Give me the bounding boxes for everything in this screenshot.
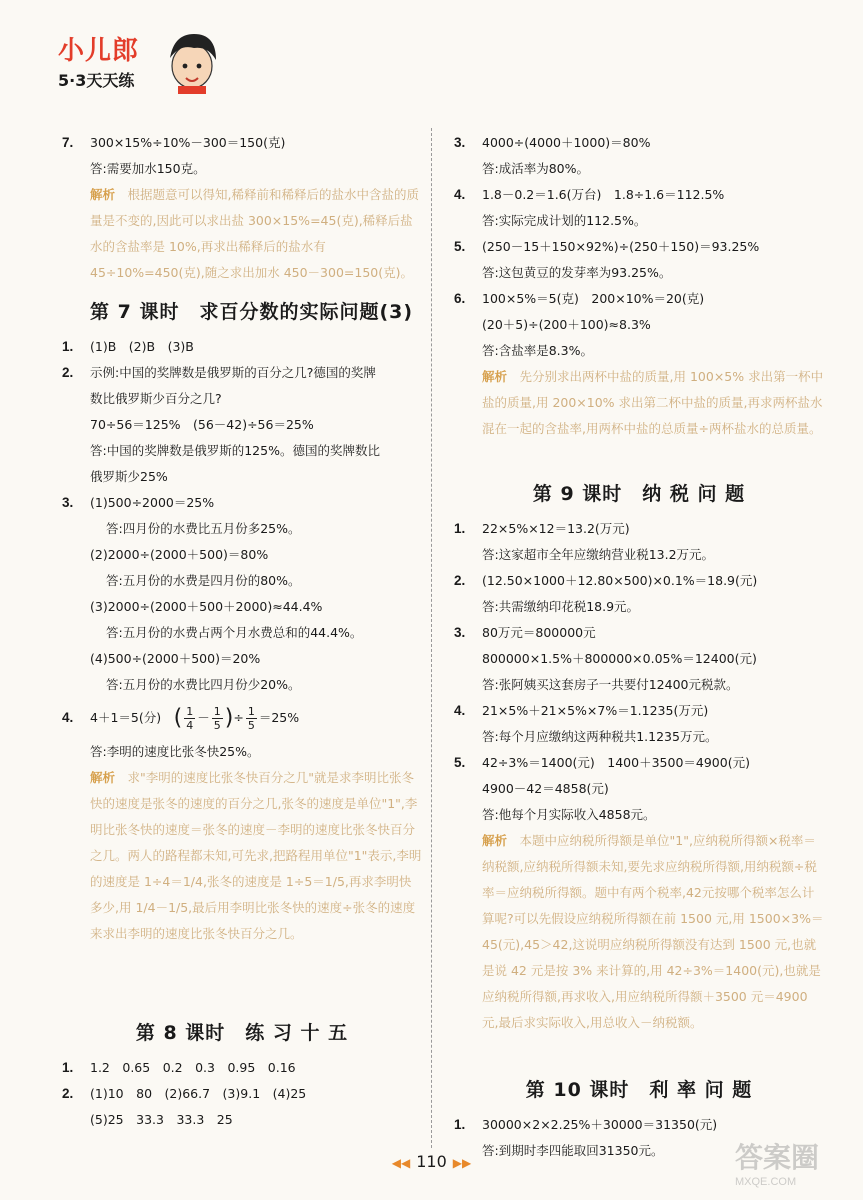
equation: 4900－42＝4858(元)	[482, 781, 609, 796]
item-number: 4.	[62, 710, 74, 725]
answer-text: 答:实际完成计划的112.5%。	[482, 213, 647, 228]
answer-text: 答:李明的速度比张冬快25%。	[90, 743, 260, 759]
exercise-1	[62, 1055, 422, 1081]
equation: (20＋5)÷(200＋100)≈8.3%	[482, 317, 651, 332]
section-title-lesson-9: 第 9 课时 纳 税 问 题	[532, 483, 746, 505]
denominator: 5	[247, 719, 255, 732]
answer-text: 答:到期时李四能取回31350元。	[482, 1143, 664, 1158]
item-number: 4.	[454, 187, 466, 202]
mascot-boy-icon	[164, 28, 220, 94]
answer-7	[62, 130, 422, 156]
item-number: 3.	[62, 495, 74, 510]
answer-text: 答:张阿姨买这套房子一共要付12400元税款。	[482, 677, 739, 692]
equation: (250－15＋150×92%)÷(250＋150)＝93.25%	[482, 239, 760, 254]
equation: 21×5%＋21×5%×7%＝1.1235(万元)	[482, 703, 709, 718]
section-title-lesson-10: 第 10 课时 利 率 问 题	[525, 1079, 753, 1101]
item-number: 4.	[454, 703, 466, 718]
analysis-note	[62, 765, 422, 1005]
answer-text: 答:需要加水150克。	[90, 161, 206, 176]
paren-close: )	[224, 705, 234, 731]
equation: 42÷3%＝1400(元) 1400＋3500＝4900(元)	[482, 755, 750, 770]
analysis-tag: 解析	[482, 833, 508, 848]
analysis-text: 本题中应纳税所得额是单位"1",应纳税所得额×税率＝纳税额,应纳税所得额未知,要先求应纳税所得额,用纳税额÷税率＝应纳税所得额。题中有两个税率,42元按哪个税率怎么计算呢?可以先假设应纳税所得额在前 1500 元,用 1500×3%＝45(元),45＞42,这说明应纳税所得额没有达到 1500 元,也就是说 42 元是按 3% 来计算的,用 42÷3%＝1400(元),也就是应纳税所得额,再求收入,用应纳税所得额＋3500 元＝4900 元,最后求实际收入,用总收入－纳税额。	[482, 833, 824, 1030]
answer-text: 答:共需缴纳印花税18.9元。	[482, 599, 640, 614]
equation: 70÷56＝125% (56－42)÷56＝25%	[90, 417, 314, 432]
answer-text: 答:含盐率是8.3%。	[482, 343, 593, 358]
item-number: 1.	[454, 521, 466, 536]
section-title-lesson-7: 第 7 课时 求百分数的实际问题(3)	[90, 301, 414, 323]
equation: (2)2000÷(2000＋500)＝80%	[90, 547, 269, 562]
answer-text: 答:四月份的水费比五月份多25%。	[106, 521, 301, 536]
equation: 4＋1＝5(分)	[90, 710, 162, 725]
equation: ＝25%	[258, 710, 300, 725]
logo-subtitle: 5·3天天练	[58, 71, 135, 90]
item-number: 2.	[62, 1085, 74, 1101]
item-number: 3.	[454, 625, 466, 640]
interest-1	[454, 1112, 824, 1138]
equation: 300×15%÷10%－300＝150(克)	[90, 135, 286, 150]
answer-text: 答:五月份的水费是四月份的80%。	[106, 573, 301, 588]
answer-5	[454, 234, 824, 260]
paren-open: (	[173, 705, 183, 731]
equation: (12.50×1000＋12.80×500)×0.1%＝18.9(元)	[482, 573, 758, 588]
fraction	[184, 705, 195, 732]
item-number: 6.	[454, 291, 466, 306]
equation: 22×5%×12＝13.2(万元)	[482, 521, 630, 536]
item-number: 1.	[454, 1117, 466, 1132]
answer-text: 数比俄罗斯少百分之几?	[90, 391, 222, 406]
answer-text: 答:中国的奖牌数是俄罗斯的125%。德国的奖牌数比	[90, 443, 380, 458]
tax-1	[454, 516, 824, 542]
analysis-tag: 解析	[90, 187, 116, 202]
answer-4	[454, 182, 824, 208]
analysis-text: 求"李明的速度比张冬快百分之几"就是求李明比张冬快的速度是张冬的速度的百分之几,张冬的速度是单位"1",李明比张冬快的速度＝张冬的速度－李明的速度比张冬快百分之几。两人的路程都未知,可先求,把路程用单位"1"表示,李明的速度是 1÷4＝1/4,张冬的速度是 1÷5＝1/5,再求李明快多少,用 1/4－1/5,最后用李明比张冬快的速度÷张冬的速度来求出李明的速度比张冬快百分之几。	[90, 769, 422, 941]
watermark-url: MXQE.COM	[735, 1176, 797, 1188]
equation: (4)500÷(2000＋500)＝20%	[90, 651, 261, 666]
analysis-text: 根据题意可以得知,稀释前和稀释后的盐水中含盐的质量是不变的,因此可以求出盐 300×15%=45(克),稀释后盐水的含盐率是 10%,再求出稀释后的盐水有 45÷10%=450(克),随之求出加水 450－300=150(克)。	[90, 187, 420, 280]
answer-text: 俄罗斯少25%	[90, 469, 168, 484]
section-title-lesson-8: 第 8 课时 练 习 十 五	[135, 1021, 349, 1044]
answer-1	[62, 334, 422, 360]
analysis-note	[454, 828, 824, 1062]
page-footer	[0, 1152, 863, 1171]
denominator: 5	[213, 719, 221, 732]
operator: ÷	[233, 710, 244, 725]
answer-text: (1)10 80 (2)66.7 (3)9.1 (4)25	[90, 1085, 307, 1101]
tax-3	[454, 620, 824, 646]
numerator: 1	[213, 705, 221, 718]
tax-4	[454, 698, 824, 724]
answer-text: (5)25 33.3 33.3 25	[90, 1111, 233, 1127]
equation: 30000×2×2.25%＋30000＝31350(元)	[482, 1117, 718, 1132]
previous-page-arrows-icon: ◀◀	[391, 1156, 411, 1170]
watermark	[735, 1136, 855, 1196]
analysis-tag: 解析	[90, 769, 116, 785]
answer-text: 答:他每个月实际收入4858元。	[482, 807, 656, 822]
answer-3	[62, 490, 422, 516]
logo-title: 小儿郎	[58, 36, 140, 66]
item-number: 1.	[62, 1059, 74, 1075]
tax-2	[454, 568, 824, 594]
next-page-arrows-icon: ▶▶	[452, 1156, 472, 1170]
answer-text: 答:这包黄豆的发芽率为93.25%。	[482, 265, 672, 280]
page-number: 110	[416, 1152, 447, 1171]
tax-5	[454, 750, 824, 776]
answer-3	[454, 130, 824, 156]
equation: 4000÷(4000＋1000)＝80%	[482, 135, 651, 150]
answer-text: 示例:中国的奖牌数是俄罗斯的百分之几?德国的奖牌	[90, 365, 376, 380]
fraction	[212, 705, 223, 732]
answer-text: (1)B (2)B (3)B	[90, 339, 194, 354]
analysis-text: 先分别求出两杯中盐的质量,用 100×5% 求出第一杯中盐的质量,用 200×10% 求出第二杯中盐的质量,再求两杯盐水混在一起的含盐率,用两杯中盐的总质量÷两杯盐水的总质量。	[482, 369, 824, 436]
column-divider	[431, 128, 432, 1148]
item-number: 5.	[454, 755, 466, 770]
numerator: 1	[186, 705, 194, 718]
item-number: 2.	[62, 365, 74, 380]
equation: (1)500÷2000＝25%	[90, 495, 215, 510]
answer-text: 答:五月份的水费占两个月水费总和的44.4%。	[106, 625, 363, 640]
denominator: 4	[186, 719, 194, 732]
watermark-title: 答案圈	[735, 1141, 820, 1174]
equation: (3)2000÷(2000＋500＋2000)≈44.4%	[90, 599, 323, 614]
answer-text: 答:这家超市全年应缴纳营业税13.2万元。	[482, 547, 715, 562]
equation: 80万元＝800000元	[482, 625, 596, 640]
right-column	[454, 130, 824, 1164]
equation: 800000×1.5%＋800000×0.05%＝12400(元)	[482, 651, 757, 666]
answer-text: 答:每个月应缴纳这两种税共1.1235万元。	[482, 729, 718, 744]
brand-logo	[58, 28, 218, 96]
item-number: 7.	[62, 135, 74, 150]
analysis-tag: 解析	[482, 369, 508, 384]
answer-4	[62, 698, 422, 739]
analysis-note	[454, 364, 824, 468]
item-number: 5.	[454, 239, 466, 254]
analysis-note	[62, 182, 422, 286]
item-number: 1.	[62, 339, 74, 354]
left-column	[62, 130, 422, 1133]
exercise-2	[62, 1081, 422, 1107]
equation: 100×5%＝5(克) 200×10%＝20(克)	[482, 291, 705, 306]
answer-text: 答:五月份的水费比四月份少20%。	[106, 677, 301, 692]
item-number: 2.	[454, 573, 466, 588]
operator: －	[197, 710, 210, 725]
item-number: 3.	[454, 135, 466, 150]
answer-6	[454, 286, 824, 312]
answer-text: 1.2 0.65 0.2 0.3 0.95 0.16	[90, 1059, 296, 1075]
equation: 1.8－0.2＝1.6(万台) 1.8÷1.6＝112.5%	[482, 187, 725, 202]
answer-text: 答:成活率为80%。	[482, 161, 589, 176]
fraction	[246, 705, 257, 732]
numerator: 1	[247, 705, 255, 718]
answer-2	[62, 360, 422, 386]
